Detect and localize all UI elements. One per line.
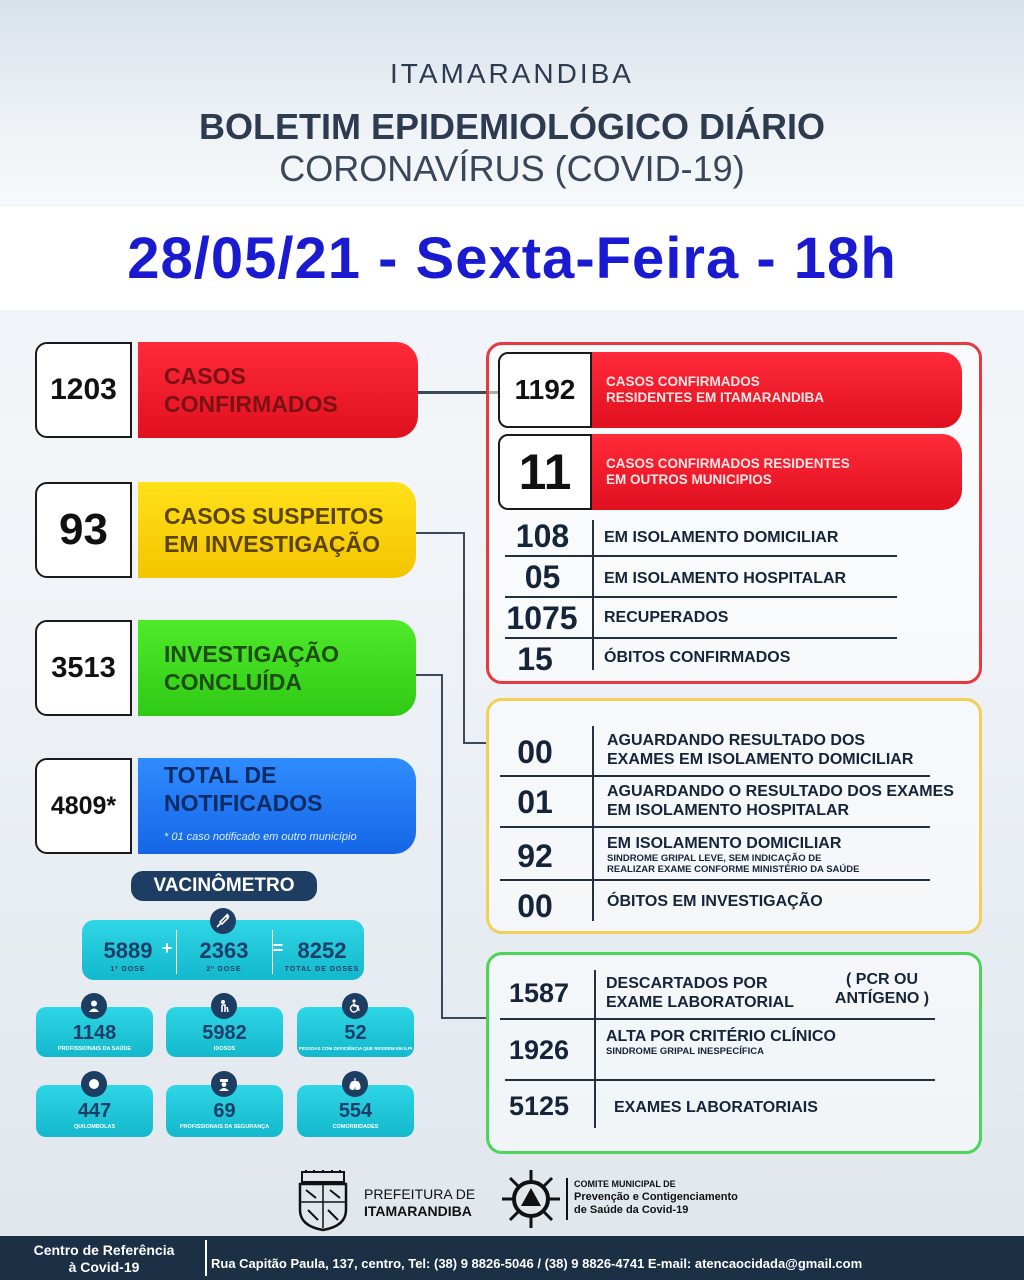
- notified-footnote: * 01 caso notificado em outro município: [164, 831, 357, 843]
- city-name: ITAMARANDIBA: [390, 58, 634, 89]
- contact-info: Rua Capitão Paula, 137, centro, Tel: (38) 9 8826-5046 / (38) 9 8826-4741 E-mail: atencaocidada@gmail.com: [211, 1256, 863, 1271]
- confirmed-rows-divider: [592, 520, 594, 670]
- other-municipalities-label: [592, 434, 962, 510]
- awaiting-hospital-label-line2: EM ISOLAMENTO HOSPITALAR: [607, 802, 850, 819]
- notified-label-line1: TOTAL DE: [164, 762, 277, 788]
- clinical-discharge-label-line1: ALTA POR CRITÉRIO CLÍNICO: [606, 1028, 836, 1045]
- vaccinometer-title: VACINÔMETRO: [131, 871, 317, 901]
- dose-divider: [272, 930, 273, 974]
- concluded-label-line1: INVESTIGAÇÃO: [164, 641, 340, 667]
- concluded-label-line2: CONCLUÍDA: [164, 669, 302, 695]
- deaths-under-investigation-value: 00: [517, 888, 553, 924]
- awaiting-home-label-line1: AGUARDANDO RESULTADO DOS: [607, 732, 866, 749]
- comorbidities-caption: COMORBIDADES: [332, 1124, 379, 1130]
- row-separator: [505, 555, 897, 557]
- other-municipalities-value: 11: [498, 434, 592, 510]
- suspect-home-isolation-label: [607, 834, 859, 875]
- confirmed-label-line1: CASOS: [164, 363, 246, 389]
- suspect-label-line1: CASOS SUSPEITOS: [164, 503, 384, 529]
- awaiting-home-label: [607, 731, 913, 769]
- row-separator: [500, 826, 930, 828]
- quilombolas-value: 447: [77, 1100, 112, 1122]
- residents-value: 1192: [498, 352, 592, 428]
- reference-center-line2: à Covid-19: [68, 1259, 140, 1275]
- plus-sign: +: [161, 938, 173, 958]
- row-separator: [500, 775, 930, 777]
- discarded-label-line1: DESCARTADOS POR: [606, 975, 768, 992]
- row-separator: [505, 596, 897, 598]
- equals-sign: =: [272, 938, 284, 958]
- committee-logo-text: [574, 1178, 738, 1217]
- bulletin-date: 28/05/21 - Sexta-Feira - 18h: [127, 226, 897, 291]
- discarded-label: [606, 974, 794, 1012]
- lab-exams-value: 5125: [508, 1091, 570, 1121]
- prefeitura-line2: ITAMARANDIBA: [364, 1203, 472, 1219]
- dose1-caption: 1º DOSE: [110, 966, 146, 973]
- row-separator: [500, 1018, 935, 1020]
- health-workers-value: 1148: [72, 1022, 117, 1044]
- suspect-home-isolation-note-line2: REALIZAR EXAME CONFORME MINISTÉRIO DA SAÚDE: [607, 864, 860, 875]
- connector-concluded-h2: [441, 1017, 487, 1019]
- committee-line2: Prevenção e Contigenciamento: [574, 1191, 738, 1203]
- residents-label: [592, 352, 962, 428]
- clinical-discharge-note: SINDROME GRIPAL INESPECÍFICA: [606, 1046, 764, 1057]
- other-municipalities-label-line2: EM OUTROS MUNICIPIOS: [606, 472, 772, 487]
- reference-center-label: [6, 1242, 202, 1276]
- clinical-discharge-label: [606, 1027, 836, 1057]
- total-doses-caption: TOTAL DE DOSES: [284, 966, 360, 973]
- concluded-label: [138, 620, 416, 716]
- connector-concluded-v: [441, 674, 443, 1019]
- footer-divider: [205, 1240, 207, 1276]
- total-doses-value: 8252: [297, 938, 347, 963]
- health-worker-icon: [81, 993, 107, 1019]
- deaths-value: 15: [517, 641, 553, 677]
- connector-suspect-h1: [413, 532, 465, 534]
- committee-line1: COMITE MUNICIPAL DE: [574, 1179, 676, 1189]
- residents-label-line1: CASOS CONFIRMADOS: [606, 374, 760, 389]
- concluded-rows-divider: [594, 970, 596, 1128]
- security-value: 69: [213, 1100, 236, 1122]
- suspect-home-isolation-value: 92: [517, 838, 553, 874]
- bulletin-subtitle: CORONAVÍRUS (COVID-19): [279, 148, 745, 189]
- confirmed-label: [138, 342, 418, 438]
- concluded-total-value: 3513: [35, 620, 132, 716]
- discarded-test-type-line2: ANTÍGENO ): [834, 990, 930, 1007]
- discarded-test-type: [824, 970, 940, 1008]
- dose1-value: 5889: [103, 938, 153, 963]
- suspect-rows-divider: [592, 726, 594, 921]
- comorbidities-value: 554: [338, 1100, 373, 1122]
- elderly-caption: IDOSOS: [213, 1046, 236, 1052]
- lab-exams-label: EXAMES LABORATORIAIS: [614, 1099, 818, 1116]
- suspect-home-isolation-label-line1: EM ISOLAMENTO DOMICILIAR: [607, 835, 842, 852]
- syringe-icon: [210, 908, 236, 934]
- committee-logo-divider: [566, 1178, 568, 1220]
- awaiting-hospital-label: [607, 782, 954, 820]
- lungs-icon: [342, 1071, 368, 1097]
- quilombolas-caption: QUILOMBOLAS: [73, 1124, 116, 1130]
- awaiting-hospital-label-line1: AGUARDANDO O RESULTADO DOS EXAMES: [607, 783, 954, 800]
- elderly-icon: [211, 993, 237, 1019]
- confirmed-total-value: 1203: [35, 342, 132, 438]
- hospital-isolation-value: 05: [524, 559, 561, 595]
- hospital-isolation-label: EM ISOLAMENTO HOSPITALAR: [604, 570, 847, 587]
- bulletin-title: BOLETIM EPIDEMIOLÓGICO DIÁRIO: [198, 106, 825, 147]
- prefeitura-logo-text: [364, 1186, 475, 1220]
- disabled-caption: PESSOAS COM DEFICIÊNCIA QUE RESIDEM EM ILPI: [298, 1046, 413, 1051]
- security-icon: [211, 1071, 237, 1097]
- row-separator: [505, 637, 897, 639]
- awaiting-home-label-line2: EXAMES EM ISOLAMENTO DOMICILIAR: [607, 751, 914, 768]
- other-municipalities-label-line1: CASOS CONFIRMADOS RESIDENTES: [606, 456, 850, 471]
- home-isolation-value: 108: [515, 518, 570, 554]
- disabled-value: 52: [344, 1022, 367, 1044]
- residents-label-line2: RESIDENTES EM ITAMARANDIBA: [606, 390, 825, 405]
- connector-concluded-h1: [413, 674, 443, 676]
- row-separator: [505, 1079, 935, 1081]
- committee-virus-logo: [500, 1168, 562, 1230]
- dose2-value: 2363: [199, 938, 249, 963]
- discarded-label-line2: EXAME LABORATORIAL: [606, 994, 794, 1011]
- clinical-discharge-value: 1926: [508, 1035, 570, 1065]
- discarded-value: 1587: [508, 978, 570, 1008]
- awaiting-home-value: 00: [517, 734, 553, 770]
- row-separator: [500, 879, 930, 881]
- confirmed-label-line2: CONFIRMADOS: [164, 391, 338, 417]
- connector-suspect-h2: [463, 742, 488, 744]
- connector-suspect-v: [463, 532, 465, 744]
- awaiting-hospital-value: 01: [517, 784, 553, 820]
- notified-label-line2: NOTIFICADOS: [164, 790, 323, 816]
- suspect-label-line2: EM INVESTIGAÇÃO: [164, 531, 380, 557]
- city-coat-of-arms-logo: [296, 1170, 350, 1232]
- committee-line3: de Saúde da Covid-19: [574, 1204, 689, 1216]
- deaths-under-investigation-label: ÓBITOS EM INVESTIGAÇÃO: [607, 893, 823, 910]
- suspect-label: [138, 482, 416, 578]
- recovered-label: RECUPERADOS: [604, 609, 729, 626]
- suspect-home-isolation-note-line1: SINDROME GRIPAL LEVE, SEM INDICAÇÃO DE: [607, 853, 822, 864]
- notified-total-value: 4809*: [35, 758, 132, 854]
- reference-center-line1: Centro de Referência: [33, 1242, 175, 1258]
- prefeitura-line1: PREFEITURA DE: [364, 1186, 476, 1202]
- dose-divider: [176, 930, 177, 974]
- discarded-test-type-line1: ( PCR OU: [846, 971, 918, 988]
- deaths-label: ÓBITOS CONFIRMADOS: [604, 649, 791, 666]
- recovered-value: 1075: [506, 600, 578, 636]
- wheelchair-icon: [342, 993, 368, 1019]
- dose2-caption: 2º DOSE: [206, 966, 242, 973]
- suspect-total-value: 93: [35, 482, 132, 578]
- health-workers-caption: PROFISSIONAIS DA SAÚDE: [57, 1046, 132, 1052]
- person-icon: [81, 1071, 107, 1097]
- home-isolation-label: EM ISOLAMENTO DOMICILIAR: [604, 529, 839, 546]
- security-caption: PROFISSIONAIS DA SEGURANÇA: [179, 1124, 270, 1130]
- notified-label: [138, 758, 416, 854]
- elderly-value: 5982: [202, 1022, 247, 1044]
